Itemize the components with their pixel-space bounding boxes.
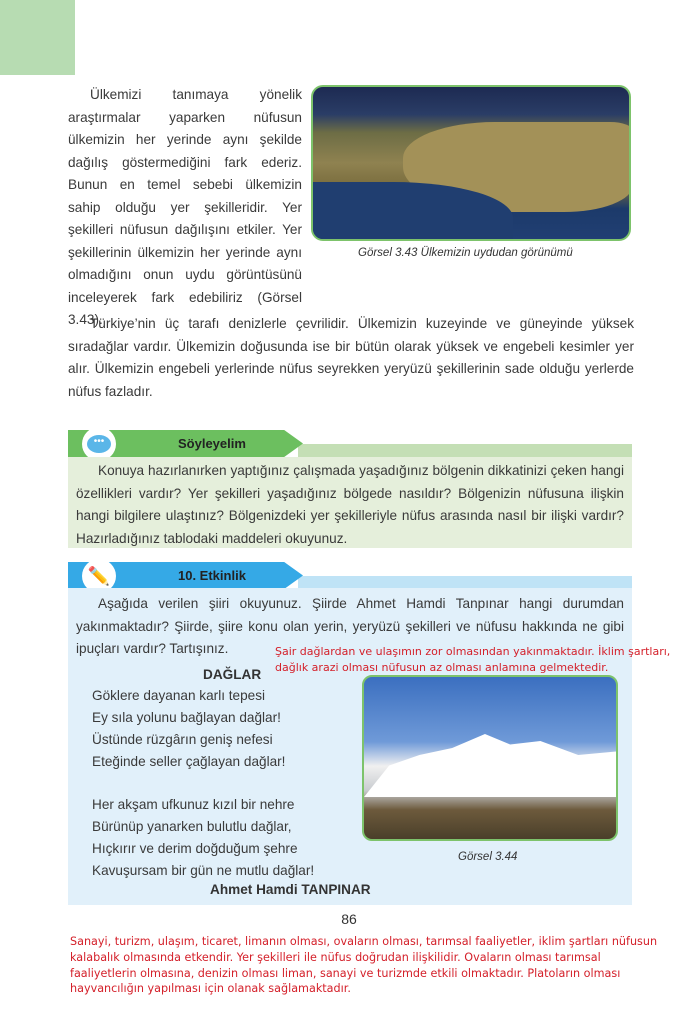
answer-note: Şair dağlardan ve ulaşımın zor olmasından yakınmaktadır. İklim şartları, dağlık arazi olması nüfusun az olması anlamına gelmektedir. bbox=[275, 645, 671, 674]
page-number: 86 bbox=[341, 911, 357, 927]
section-title: Söyleyelim bbox=[178, 436, 246, 451]
poem-line: Hıçkırır ve derim doğduğum şehre bbox=[92, 841, 298, 856]
etkinlik-text: Aşağıda verilen şiiri okuyunuz. Şiirde Ahmet Hamdi Tanpınar hangi durumdan yakınmaktadır? Şiirde, şiire konu olan yerin, yeryüzü şekilleri ve nüfusu hakkında ne gibi ipuçları vardır? Tartışınız. bbox=[76, 596, 624, 656]
poem-line: Her akşam ufkunuz kızıl bir nehre bbox=[92, 797, 295, 812]
poem-stanza-1 bbox=[92, 685, 285, 773]
etkinlik-header bbox=[68, 562, 632, 589]
pencil-icon: ✏️ bbox=[82, 559, 116, 593]
mountain-photo bbox=[362, 675, 618, 841]
poem-line: Göklere dayanan karlı tepesi bbox=[92, 688, 266, 703]
figure-caption: Görsel 3.44 bbox=[458, 851, 518, 863]
soyleyelim-header bbox=[68, 430, 632, 457]
poem-line: Üstünde rüzgârın geniş nefesi bbox=[92, 732, 273, 747]
speech-bubble-icon: ••• bbox=[82, 427, 116, 461]
satellite-image bbox=[311, 85, 631, 241]
poem-title: DAĞLAR bbox=[203, 667, 262, 682]
soyleyelim-text: Konuya hazırlanırken yaptığınız çalışmada yaşadığınız bölgenin dikkatinizi çeken hangi özellikleri vardır? Yer şekilleri yaşadığınız bölgede nasıldır? Bölgenizin nüfusuna ilişkin hangi bilgilere ulaştınız? Bölgenizdeki yer şekilleriyle nüfus arasında nasıl bir ilişki vardır? Hazırladığınız tablodaki maddeleri okuyunuz. bbox=[76, 463, 624, 546]
soyleyelim-panel bbox=[68, 457, 632, 548]
corner-tab bbox=[0, 0, 75, 75]
figure-caption: Görsel 3.43 Ülkemizin uydudan görünümü bbox=[358, 247, 573, 259]
poem-stanza-2 bbox=[92, 794, 314, 882]
poem-line: Kavuşursam bir gün ne mutlu dağlar! bbox=[92, 863, 315, 878]
poem-line: Bürünüp yanarken bulutlu dağlar, bbox=[92, 819, 292, 834]
poem-author: Ahmet Hamdi TANPINAR bbox=[210, 882, 371, 897]
section-title: 10. Etkinlik bbox=[178, 568, 246, 583]
paragraph: Türkiye’nin üç tarafı denizlerle çevrilidir. Ülkemizin kuzeyinde ve güneyinde yüksek sıradağlar vardır. Ülkemizin doğusunda ise bir bütün olarak yüksek ve engebeli kesimler yer alır. Ülkemizin engebeli yerlerinde nüfus seyrekken yeryüzü şekillerinin sade olduğu yerlerde nüfus fazladır. bbox=[68, 316, 634, 399]
poem-line: Eteğinde seller çağlayan dağlar! bbox=[92, 754, 286, 769]
intro-paragraph: Ülkemizi tanımaya yönelik araştırmalar yaparken nüfusun ülkemizin her yerinde aynı şekilde dağılış göstermediğini fark ederiz. Bunun en temel sebebi ülkemizin sahip olduğu yer şekilleridir. Yer şekilleri nüfusun dağılışını etkiler. Yer şekillerinin ülkemizin her yerinde aynı olmadığını onun uydu görüntüsünü inceleyerek fark edebiliriz (Görsel 3.43). bbox=[68, 87, 302, 327]
answer-note: Sanayi, turizm, ulaşım, ticaret, limanın olması, ovaların olması, tarımsal faaliyetler, iklim şartları nüfusun kalabalık olmasında etkendir. Yer şekilleri ile nüfus doğrudan ilişkilidir. Ovaların olması tarımsal faaliyetlerin olmasına, denizin olması liman, sanayi ve turizmde etkili olmaktadır. Platoların olması hayvancılığın yapılması için olanak sağlamaktadır. bbox=[70, 935, 658, 996]
poem-line: Ey sıla yolunu bağlayan dağlar! bbox=[92, 710, 281, 725]
